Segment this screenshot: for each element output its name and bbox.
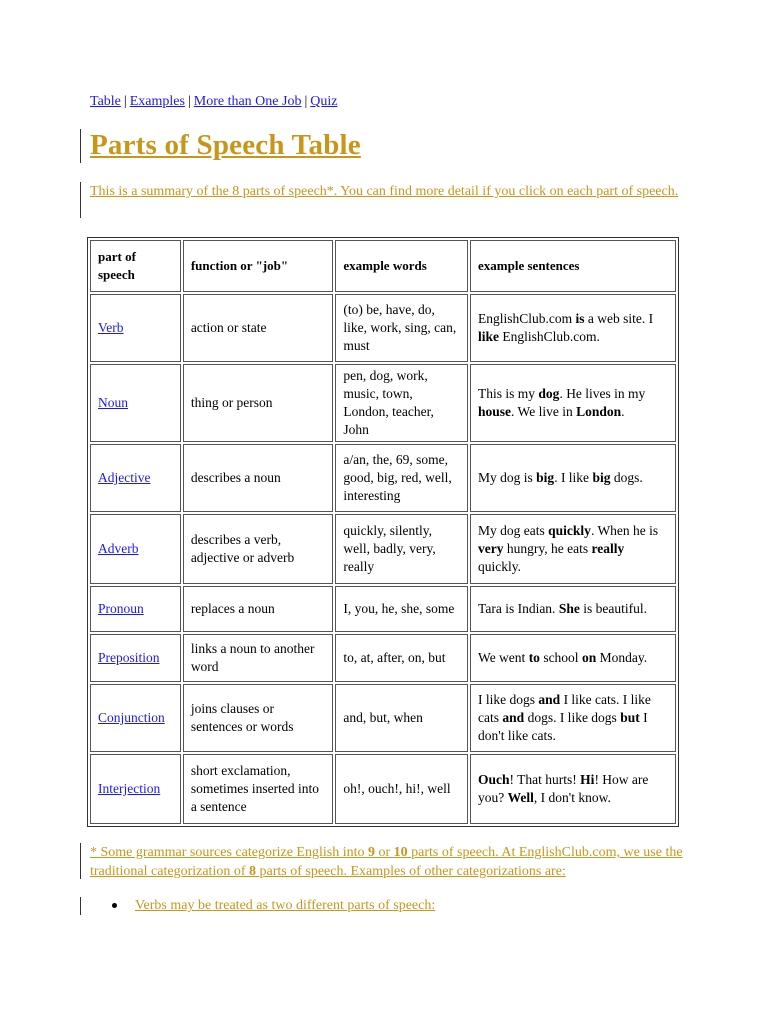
- cell-example-sentence: [470, 754, 676, 824]
- part-of-speech-link-interjection[interactable]: Interjection: [98, 781, 161, 796]
- cell-example-sentence: [470, 634, 676, 682]
- header-part-of-speech: part of speech: [90, 240, 181, 292]
- cell-part-of-speech: [90, 444, 181, 512]
- footnote-segment: or: [374, 845, 394, 860]
- sentence-text: My dog eats: [478, 523, 549, 538]
- table-row: [90, 514, 676, 584]
- footnote-text[interactable]: [90, 843, 690, 881]
- cell-function: replaces a noun: [183, 586, 334, 632]
- cell-example-sentence: [470, 294, 676, 362]
- cell-function: action or state: [183, 294, 334, 362]
- highlighted-word: quickly: [548, 523, 591, 538]
- margin-marker: [80, 843, 81, 879]
- footnote-segment: parts of speech. Examples of other categorizations are:: [256, 864, 566, 879]
- sentence-text: . He lives in my: [559, 386, 646, 401]
- sentence-text: school: [539, 650, 582, 665]
- sentence-text: EnglishClub.com.: [499, 329, 600, 344]
- sentence-text: Tara is Indian.: [478, 601, 559, 616]
- highlighted-word: Ouch: [478, 772, 510, 787]
- highlighted-word: big: [592, 470, 611, 485]
- bullet-dot: [112, 903, 117, 908]
- sentence-text: ! That hurts!: [509, 772, 581, 787]
- cell-part-of-speech: [90, 684, 181, 752]
- cell-example-words: oh!, ouch!, hi!, well: [335, 754, 468, 824]
- sentence-text: I like dogs: [478, 692, 539, 707]
- highlighted-word: Hi: [580, 772, 595, 787]
- sentence-text: quickly.: [478, 559, 522, 574]
- summary-text[interactable]: This is a summary of the 8 parts of speech*. You can find more detail if you click on each part of speech.: [90, 184, 679, 199]
- part-of-speech-link-noun[interactable]: Noun: [98, 395, 128, 410]
- sentence-text: We went: [478, 650, 529, 665]
- footnote-number: 10: [393, 845, 408, 860]
- cell-example-words: quickly, silently, well, badly, very, really: [335, 514, 468, 584]
- cell-example-words: (to) be, have, do, like, work, sing, can, must: [335, 294, 468, 362]
- footnote-segment: parts of speech. At EnglishClub.com, we use the traditional categorization of: [90, 845, 683, 879]
- highlighted-word: London: [576, 404, 622, 419]
- part-of-speech-link-adjective[interactable]: Adjective: [98, 470, 151, 485]
- cell-function: links a noun to another word: [183, 634, 334, 682]
- cell-part-of-speech: [90, 514, 181, 584]
- highlighted-word: big: [536, 470, 555, 485]
- bullet-text[interactable]: Verbs may be treated as two different parts of speech:: [135, 898, 436, 913]
- nav-separator: |: [304, 94, 308, 109]
- highlighted-word: really: [591, 541, 625, 556]
- sentence-text: Monday.: [596, 650, 648, 665]
- margin-marker: [80, 129, 81, 163]
- footnote-segment: * Some grammar sources categorize English into: [90, 845, 368, 860]
- sentence-text: .: [621, 404, 625, 419]
- nav-link-examples[interactable]: Examples: [129, 94, 185, 109]
- table-row: [90, 294, 676, 362]
- cell-example-sentence: [470, 364, 676, 442]
- cell-function: short exclamation, sometimes inserted into a sentence: [183, 754, 334, 824]
- highlighted-word: house: [478, 404, 512, 419]
- footnote-number: 9: [367, 845, 375, 860]
- header-function: function or "job": [183, 240, 334, 292]
- sentence-text: is beautiful.: [579, 601, 647, 616]
- cell-example-words: pen, dog, work, music, town, London, teacher, John: [335, 364, 468, 442]
- top-nav: [90, 94, 337, 110]
- highlighted-word: Well: [507, 790, 534, 805]
- table-header-row: [90, 240, 676, 292]
- cell-part-of-speech: [90, 634, 181, 682]
- footnote-number: 8: [249, 864, 256, 879]
- highlighted-word: on: [581, 650, 597, 665]
- parts-of-speech-table: [87, 237, 679, 827]
- sentence-text: . I like: [554, 470, 593, 485]
- highlighted-word: and: [502, 710, 525, 725]
- nav-link-table[interactable]: Table: [90, 94, 121, 109]
- cell-example-words: to, at, after, on, but: [335, 634, 468, 682]
- cell-example-sentence: [470, 586, 676, 632]
- nav-separator: |: [123, 94, 127, 109]
- highlighted-word: She: [558, 601, 580, 616]
- sentence-text: hungry, he eats: [503, 541, 592, 556]
- table-row: [90, 586, 676, 632]
- sentence-text: ! How are you?: [478, 772, 649, 805]
- part-of-speech-link-verb[interactable]: Verb: [98, 320, 124, 335]
- cell-part-of-speech: [90, 294, 181, 362]
- cell-example-sentence: [470, 444, 676, 512]
- highlighted-word: very: [478, 541, 504, 556]
- part-of-speech-link-pronoun[interactable]: Pronoun: [98, 601, 144, 616]
- sentence-text: I don't like cats.: [478, 710, 648, 743]
- part-of-speech-link-preposition[interactable]: Preposition: [98, 650, 160, 665]
- cell-part-of-speech: [90, 754, 181, 824]
- sentence-text: This is my: [478, 386, 539, 401]
- sentence-text: dogs.: [610, 470, 643, 485]
- page-title: Parts of Speech Table: [90, 129, 361, 161]
- cell-function: joins clauses or sentences or words: [183, 684, 334, 752]
- sentence-text: , I don't know.: [533, 790, 611, 805]
- sentence-text: dogs. I like dogs: [524, 710, 621, 725]
- sentence-text: I like cats. I like cats: [478, 692, 651, 725]
- part-of-speech-link-adverb[interactable]: Adverb: [98, 541, 139, 556]
- nav-separator: |: [187, 94, 191, 109]
- highlighted-word: dog: [538, 386, 560, 401]
- cell-example-words: I, you, he, she, some: [335, 586, 468, 632]
- sentence-text: EnglishClub.com: [478, 311, 576, 326]
- nav-link-more-than-one-job[interactable]: More than One Job: [193, 94, 302, 109]
- cell-part-of-speech: [90, 364, 181, 442]
- cell-function: describes a verb, adjective or adverb: [183, 514, 334, 584]
- table-row: [90, 364, 676, 442]
- sentence-text: . We live in: [511, 404, 577, 419]
- highlighted-word: like: [478, 329, 500, 344]
- highlighted-word: and: [538, 692, 561, 707]
- margin-marker: [80, 182, 81, 218]
- table-row: [90, 444, 676, 512]
- sentence-text: . When he is: [590, 523, 659, 538]
- highlighted-word: but: [620, 710, 640, 725]
- nav-link-quiz[interactable]: Quiz: [310, 94, 338, 109]
- bullet-list-item: [112, 898, 435, 914]
- highlighted-word: is: [575, 311, 585, 326]
- cell-example-words: and, but, when: [335, 684, 468, 752]
- table-row: [90, 754, 676, 824]
- part-of-speech-link-conjunction[interactable]: Conjunction: [98, 710, 165, 725]
- cell-part-of-speech: [90, 586, 181, 632]
- cell-example-words: a/an, the, 69, some, good, big, red, well, interesting: [335, 444, 468, 512]
- highlighted-word: to: [528, 650, 540, 665]
- cell-function: describes a noun: [183, 444, 334, 512]
- table-row: [90, 684, 676, 752]
- cell-example-sentence: [470, 684, 676, 752]
- header-example-words: example words: [335, 240, 468, 292]
- cell-example-sentence: [470, 514, 676, 584]
- header-example-sentences: example sentences: [470, 240, 676, 292]
- sentence-text: My dog is: [478, 470, 537, 485]
- sentence-text: a web site. I: [584, 311, 654, 326]
- table-row: [90, 634, 676, 682]
- cell-function: thing or person: [183, 364, 334, 442]
- margin-marker: [80, 897, 81, 915]
